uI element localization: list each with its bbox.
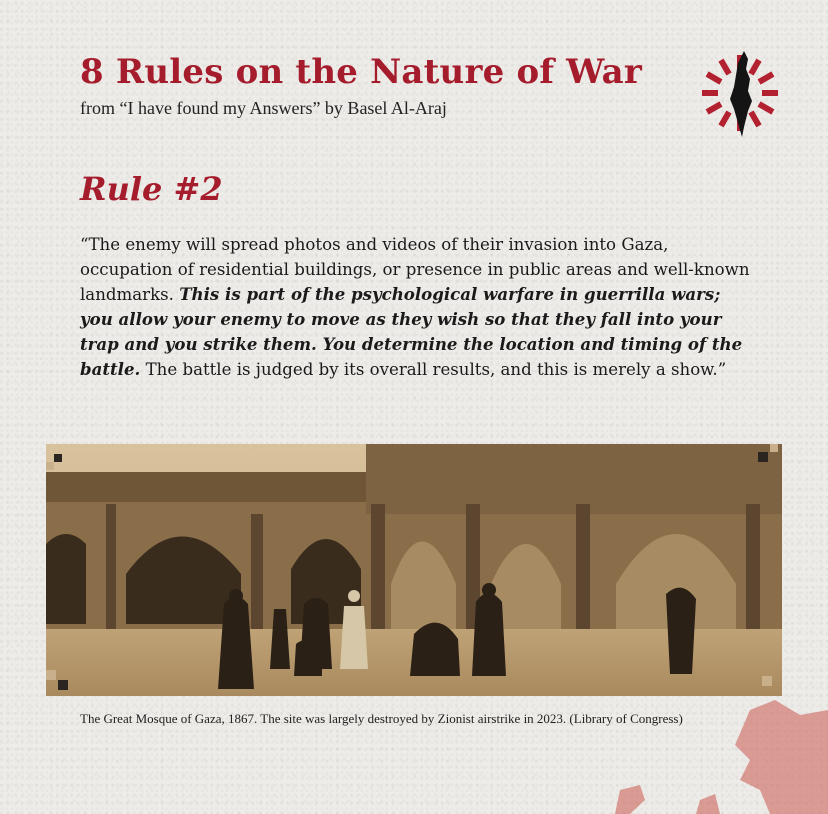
rule-quote xyxy=(80,232,756,382)
page-subtitle: from “I have found my Answers” by Basel Al-Araj xyxy=(80,98,447,118)
photo-caption: The Great Mosque of Gaza, 1867. The site was largely destroyed by Zionist airstrike in 2023. (Library of Congress) xyxy=(80,711,683,726)
decorative-pixel xyxy=(770,444,778,452)
sunburst-map-logo-icon xyxy=(700,48,782,138)
mosque-photo-image xyxy=(46,444,782,696)
quote-emphasis: This is part of the psychological warfare in guerrilla wars; you allow your enemy to move as they wish so that they fall into your trap and you strike them. You determine the location and timing of the battle. xyxy=(80,284,743,379)
decorative-pixel xyxy=(46,670,56,680)
historical-photo xyxy=(46,444,782,696)
decorative-map-stain xyxy=(600,690,828,814)
rule-heading: Rule #2 xyxy=(80,170,223,208)
page-title: 8 Rules on the Nature of War xyxy=(80,52,642,92)
decorative-pixel xyxy=(46,462,54,470)
quote-text-part-1: “The enemy will spread photos and videos of their invasion into Gaza, occupation of residential buildings, or presence in public areas and well-known landmarks. xyxy=(80,235,750,304)
decorative-pixel xyxy=(58,680,68,690)
decorative-pixel xyxy=(762,676,772,686)
quote-text-part-2: The battle is judged by its overall results, and this is merely a show.” xyxy=(140,360,727,379)
decorative-pixel xyxy=(54,454,62,462)
decorative-pixel xyxy=(758,452,768,462)
